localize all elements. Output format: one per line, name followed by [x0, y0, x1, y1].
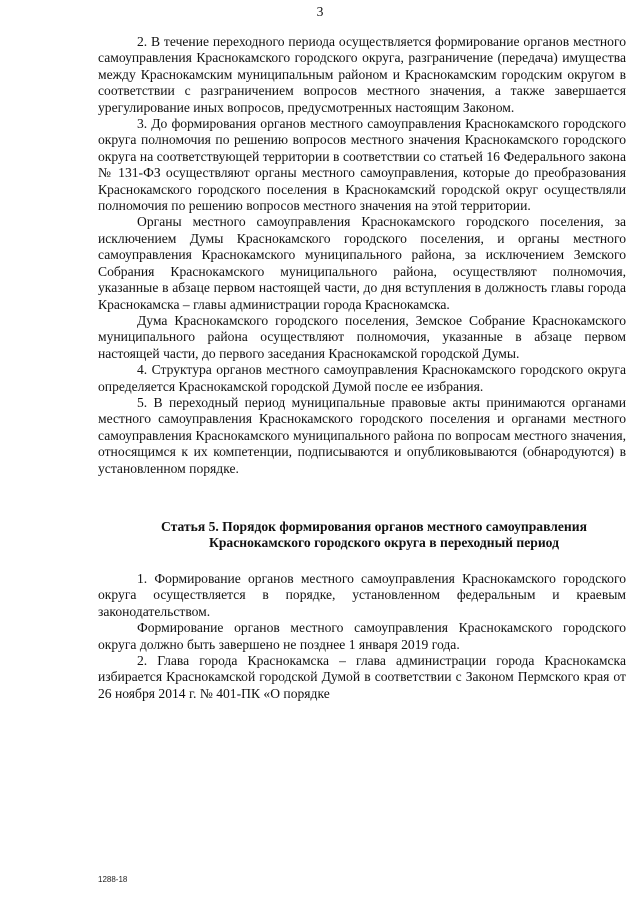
- paragraph: 3. До формирования органов местного самоуправления Краснокамского городского округа полномочия по решению вопросов местного значения Краснокамского городского округа на соответствующей территории в соответствии со статьей 16 Федерального закона № 131-ФЗ осуществляют органы местного самоуправления, которые до преобразования Краснокамского городского поселения в Краснокамский городской округ осуществляли полномочия по решению вопросов местного значения на этой территории.: [98, 116, 626, 214]
- paragraph: 5. В переходный период муниципальные правовые акты принимаются органами местного самоуправления Краснокамского городского поселения и органами местного самоуправления Краснокамского муниципального района по вопросам местного значения, относящимся к их компетенции, подписываются и опубликовываются (обнародуются) в установленном порядке.: [98, 394, 626, 476]
- article-heading-line-2: Краснокамского городского округа в переходный период: [209, 534, 559, 550]
- article-heading: [98, 519, 626, 551]
- paragraph: Органы местного самоуправления Краснокамского городского поселения, за исключением Думы Краснокамского городского поселения, и органы местного самоуправления Краснокамского муниципального района, за исключением Земского Собрания Краснокамского муниципального района, осуществляют полномочия, указанные в абзаце первом настоящей части, до дня вступления в должность главы города Краснокамска – главы администрации города Краснокамска.: [98, 214, 626, 312]
- article-heading-line-1: Статья 5. Порядок формирования органов местного самоуправления: [161, 518, 587, 534]
- paragraph: Дума Краснокамского городского поселения, Земское Собрание Краснокамского муниципального района осуществляют полномочия, указанные в абзаце первом настоящей части, до первого заседания Краснокамской городской Думы.: [98, 312, 626, 361]
- paragraph: Формирование органов местного самоуправления Краснокамского городского округа должно быть завершено не позднее 1 января 2019 года.: [98, 620, 626, 652]
- paragraph: 2. В течение переходного периода осуществляется формирование органов местного самоуправления Краснокамского городского округа, разграничение (передача) имущества между Краснокамским муниципальным районом и Краснокамским городским округом в соответствии с разграничением вопросов местного значения, а также завершается урегулирование иных вопросов, предусмотренных настоящим Законом.: [98, 34, 626, 115]
- paragraph: 2. Глава города Краснокамска – глава администрации города Краснокамска избирается Краснокамской городской Думой в соответствии с Законом Пермского края от 26 ноября 2014 г. № 401-ПК «О порядке: [98, 653, 626, 701]
- paragraph: 4. Структура органов местного самоуправления Краснокамского городского округа определяется Краснокамской городской Думой после ее избрания.: [98, 362, 626, 394]
- page-number: 3: [316, 4, 324, 19]
- document-body: [98, 34, 626, 702]
- paragraph: 1. Формирование органов местного самоуправления Краснокамского городского округа осуществляется в порядке, установленном федеральным и краевым законодательством.: [98, 570, 626, 619]
- document-code: 1288-18: [98, 875, 128, 884]
